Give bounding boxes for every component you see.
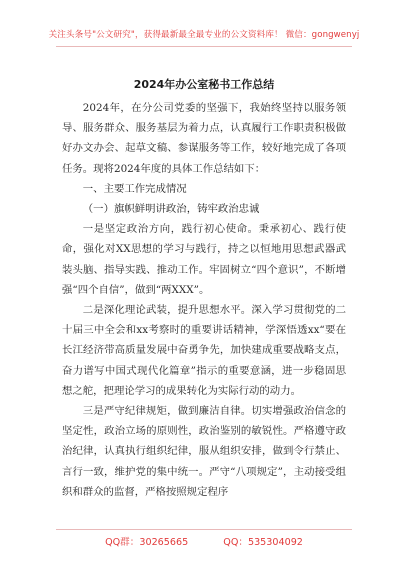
intro-paragraph: 2024年，在分公司党委的坚强下，我始终坚持以服务领导、服务群众、服务基层为着力点，认真履行工作职责积极做好办文办会、起草文稿、参谋服务等工作，较好地完成了各项任务。现将2024年度的具体工作总结如下： (62, 102, 346, 175)
header-banner: 关注头条号"公文研究"，获得最新最全最专业的公文资料库！ 微信：gongwenyj (48, 30, 360, 40)
body-paragraph: 一是坚定政治方向，践行初心使命。秉承初心、践行使命，强化对XX思想的学习与践行，持之以恒地用思想武器武装头脑、指导实践、推动工作。牢固树立“四个意识”，不断增强“四个自信”，做到“两XXX”。 (62, 223, 346, 296)
header-divider (56, 46, 352, 47)
footer-qq: QQ：535304092 (223, 537, 303, 548)
body-paragraph: 三是严守纪律规矩，做到廉洁自律。切实增强政治信念的坚定性，政治立场的原则性，政治鉴别的敏锐性。严格遵守政治纪律，认真执行组织纪律，服从组织安排，做到令行禁止、言行一致，维护党的集中统一。严守“八项规定”，主动接受组织和群众的监督，严格按照规定程序 (62, 405, 346, 498)
body-paragraph: 二是深化理论武装，提升思想水平。深入学习贯彻党的二十届三中全会和xx考察时的重要讲话精神，学深悟透xx“要在长江经济带高质量发展中奋勇争先，加快建成重要战略支点，奋力谱写中国式现代化篇章”指示的重要意涵，进一步稳固思想之舵，把理论学习的成果转化为实际行动的动力。 (62, 304, 346, 397)
subsection-heading: （一）旗帜鲜明讲政治，铸牢政治忠诚 (82, 203, 260, 216)
section-heading: 一、主要工作完成情况 (82, 182, 187, 195)
footer-qq-group: QQ群：30265665 (105, 537, 189, 548)
footer-contact (0, 534, 408, 548)
document-body (62, 98, 346, 502)
document-title: 2024年办公室秘书工作总结 (133, 78, 275, 91)
footer-divider (56, 529, 352, 530)
